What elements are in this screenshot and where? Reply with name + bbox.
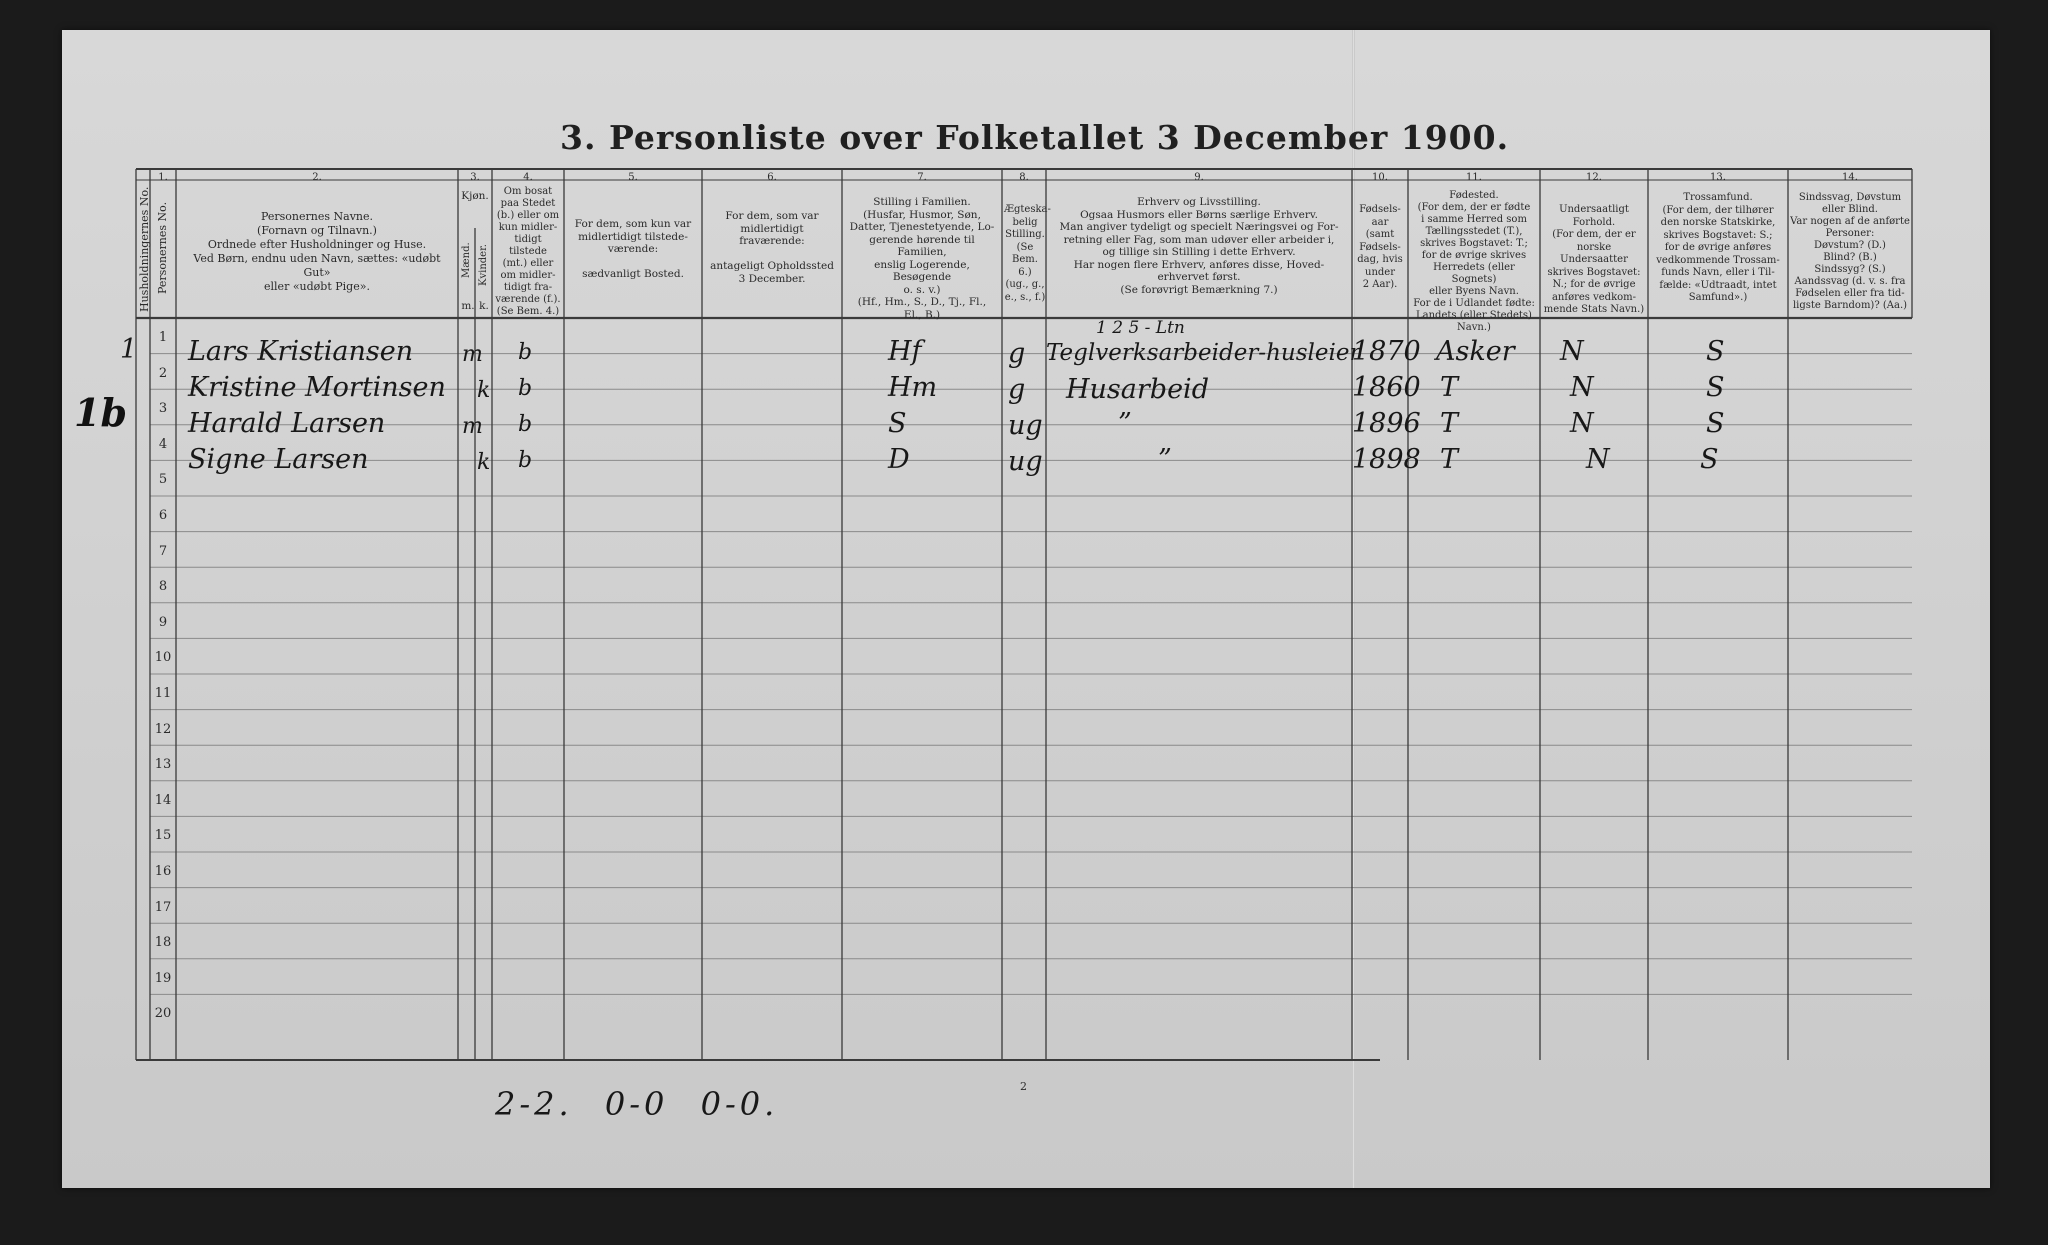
colnum-8: 8. [1019, 172, 1029, 183]
entry-marital: g [1008, 338, 1026, 369]
entry-marital: ug [1008, 446, 1043, 477]
colnum-5: 5. [628, 172, 638, 183]
colnum-2: 2. [312, 172, 322, 183]
entry-citizenship: N [1586, 444, 1610, 475]
row-number: 5 [158, 472, 168, 488]
header-family-position: Stilling i Familien. (Husfar, Husmor, Søn, Datter, Tjenestetyende, Lo- gerende hørende til Familien, enslig Logerende, Besøgende o. s. v.) (Hf., Hm., S., D., Tj., Fl., El., B.) [849, 196, 995, 321]
row-number: 18 [154, 935, 172, 951]
header-household-no: Husholdningernes No. [138, 186, 151, 312]
header-residence: Om bosat paa Stedet (b.) eller om kun midler- tidigt tilstede (mt.) eller om midler- tidigt fra- værende (f.). (Se Bem. 4.) [495, 186, 561, 317]
header-usual-residence: For dem, som kun var midlertidigt tilstede- værende: sædvanligt Bosted. [574, 218, 692, 280]
entry-name: Harald Larsen [188, 408, 386, 439]
colnum-6: 6. [767, 172, 777, 183]
header-temporary-location: For dem, som var midlertidigt fraværende: antageligt Opholdssted 3 December. [710, 210, 834, 285]
row-number: 17 [154, 899, 172, 915]
entry-birthplace: T [1440, 444, 1459, 475]
entry-occupation: Teglverksarbeider-husleier [1046, 340, 1361, 366]
page-title: 3. Personliste over Folketallet 3 December 1900. [560, 118, 1510, 157]
row-number: 10 [154, 650, 172, 666]
entry-name: Kristine Mortinsen [188, 372, 446, 403]
margin-mark: 1b [74, 390, 128, 435]
header-occupation: Erhverv og Livsstilling. Ogsaa Husmors eller Børns særlige Erhverv. Man angiver tydeligt og specielt Næringsvei og For- retning eller Fag, som man udøver eller arbeider i, og tillige sin Stilling i dette Erhverv. Har nogen flere Erhverv, anføres disse, Hoved- erhvervet først. (Se forøvrigt Bemærkning 7.) [1059, 196, 1339, 296]
entry-sex: k [477, 450, 491, 475]
header-sex: Kjøn. [461, 190, 489, 202]
header-marital: Ægteska- belig Stilling. (Se Bem. 6.) (ug., g., e., s., f.) [1004, 204, 1051, 303]
entry-household-no: 1 [120, 334, 138, 365]
header-sex-female: Kvinder. [478, 244, 489, 286]
row-number: 4 [158, 436, 168, 452]
header-person-no: Personernes No. [156, 201, 169, 294]
header-religion: Trossamfund. (For dem, der tilhører den norske Statskirke, skrives Bogstavet: S.; for de øvrige anføres vedkommende Trossam- funds Navn, eller i Til- fælde: «Udtraadt, intet Samfund».) [1656, 192, 1780, 303]
entry-religion: S [1706, 408, 1725, 439]
entry-name: Signe Larsen [188, 444, 369, 475]
colnum-3: 3. [470, 172, 480, 183]
entry-birthplace: Asker [1436, 336, 1515, 367]
entry-family-position: Hf [888, 336, 922, 367]
summary-tally: 2-2. 0-0 0-0. [495, 1085, 779, 1123]
row-number: 14 [154, 792, 172, 808]
entry-residence: b [518, 448, 533, 473]
header-birthplace: Fødested. (For dem, der er fødte i samme Herred som Tællingsstedet (T.), skrives Bogstavet: T.; for de øvrige skrives Herredets (eller Sognets) eller Byens Navn. For de i Udlandet fødte: Landets (eller Stedets) Navn.) [1413, 190, 1535, 333]
row-number: 11 [154, 686, 172, 701]
entry-occupation: Husarbeid [1066, 374, 1209, 405]
header-birth-year: Fødsels- aar (samt Fødsels- dag, hvis under 2 Aar). [1357, 204, 1403, 290]
row-number: 12 [154, 721, 172, 737]
entry-residence: b [518, 340, 533, 365]
row-number: 15 [154, 828, 172, 844]
entry-marital: ug [1008, 410, 1043, 441]
entry-religion: S [1700, 444, 1719, 475]
colnum-9: 9. [1194, 172, 1204, 183]
row-number: 2 [158, 365, 168, 381]
entry-citizenship: N [1570, 372, 1594, 403]
entry-birth-year: 1896 [1352, 408, 1421, 439]
header-names: Personernes Navne. (Fornavn og Tilnavn.) Ordnede efter Husholdninger og Huse. Ved Børn, endnu uden Navn, sættes: «udøbt Gut» eller «udøbt Pige». [193, 210, 441, 293]
entry-occupation: ” [1158, 444, 1172, 475]
entry-birthplace: T [1440, 408, 1459, 439]
row-number: 1 [158, 330, 168, 345]
entry-sex: k [477, 378, 491, 403]
page-number: 2 [1020, 1080, 1027, 1093]
entry-citizenship: N [1570, 408, 1594, 439]
header-disability: Sindssvag, Døvstum eller Blind. Var nogen af de anførte Personer: Døvstum? (D.) Blind? (B.) Sindssyg? (S.) Aandssvag (d. v. s. fra Fødselen eller fra tid- ligste Barndom)? (Aa.) [1790, 192, 1910, 311]
entry-name: Lars Kristiansen [188, 336, 414, 367]
entry-sex: m [462, 342, 483, 367]
entry-occupation: ” [1118, 408, 1132, 439]
header-sex-male: Mænd. [461, 242, 472, 278]
entry-residence: b [518, 376, 533, 401]
entry-religion: S [1706, 372, 1725, 403]
colnum-10: 10. [1372, 172, 1388, 183]
entry-religion: S [1706, 336, 1725, 367]
entry-family-position: D [888, 444, 910, 475]
entry-birth-year: 1860 [1352, 372, 1421, 403]
colnum-12: 12. [1586, 172, 1602, 183]
row-number: 8 [158, 579, 168, 595]
header-sex-k-abbr: k. [479, 300, 489, 312]
colnum-13: 13. [1710, 172, 1726, 183]
colnum-14: 14. [1842, 172, 1858, 183]
row-number: 20 [154, 1006, 172, 1022]
row-number: 13 [154, 757, 172, 773]
header-citizenship: Undersaatligt Forhold. (For dem, der er norske Undersaatter skrives Bogstavet: N.; for de øvrige anføres vedkom- mende Stats Navn.) [1543, 204, 1645, 315]
entry-family-position: S [888, 408, 907, 439]
entry-birth-year: 1870 [1352, 336, 1421, 367]
entry-residence: b [518, 412, 533, 437]
header-sex-m-abbr: m. [461, 300, 475, 312]
row-number: 19 [154, 970, 172, 986]
entry-citizenship: N [1560, 336, 1584, 367]
entry-sex: m [462, 414, 483, 439]
row-number: 16 [154, 864, 172, 879]
row-number: 3 [158, 401, 168, 417]
entry-family-position: Hm [888, 372, 938, 403]
row-number: 6 [158, 508, 168, 523]
colnum-1: 1. [158, 172, 168, 183]
row-number: 7 [158, 543, 168, 559]
colnum-7: 7. [917, 172, 927, 183]
entry-birthplace: T [1440, 372, 1459, 403]
row-number: 9 [158, 614, 168, 630]
entry-birth-year: 1898 [1352, 444, 1421, 475]
entry-occupation-note: 1 2 5 - Ltn [1096, 318, 1185, 338]
colnum-4: 4. [523, 172, 533, 183]
colnum-11: 11. [1466, 172, 1482, 183]
entry-marital: g [1008, 374, 1026, 405]
